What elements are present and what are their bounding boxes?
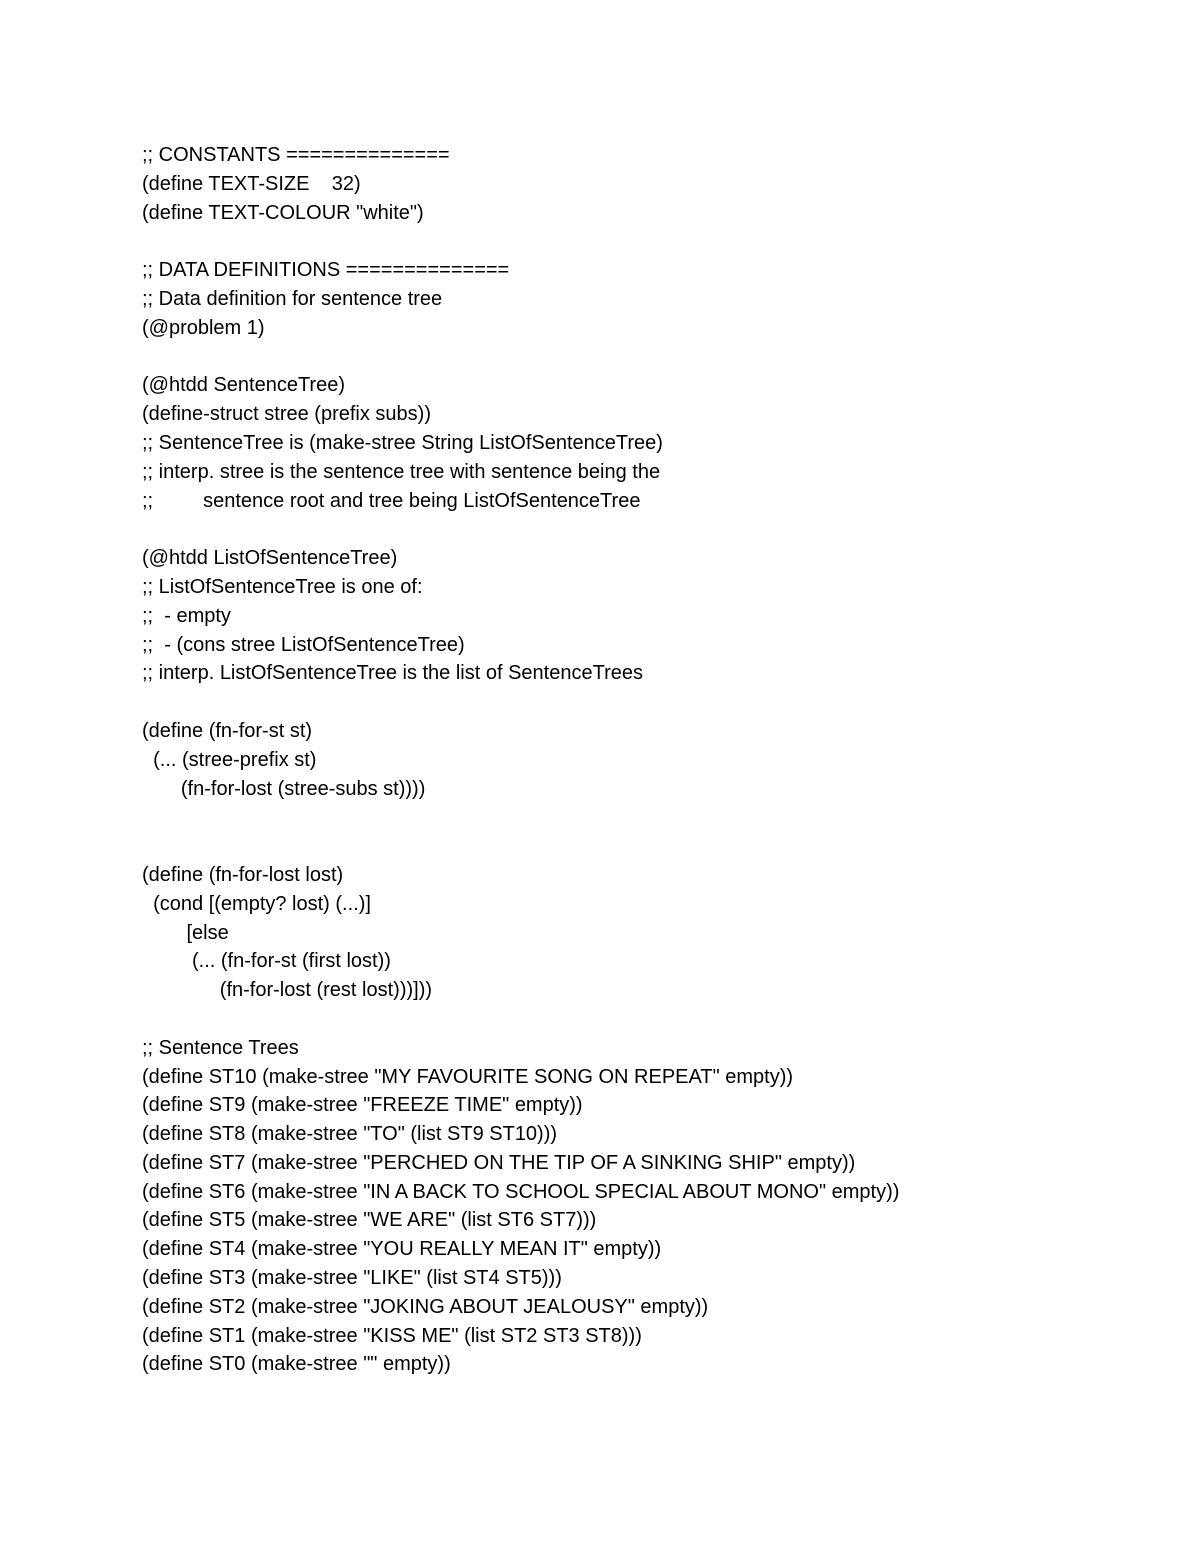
blank-line: [142, 1005, 1142, 1034]
code-line: (define ST3 (make-stree "LIKE" (list ST4 ST5))): [142, 1267, 562, 1290]
blank-line: [142, 343, 1142, 372]
code-line: ;; DATA DEFINITIONS ==============: [142, 259, 510, 282]
code-line: [else: [142, 921, 229, 944]
code-line: (... (fn-for-st (first lost)): [142, 950, 391, 973]
code-listing: [142, 141, 1142, 1379]
code-line: ;; Sentence Trees: [142, 1036, 299, 1059]
code-line: (define-struct stree (prefix subs)): [142, 403, 431, 426]
code-line: (@problem 1): [142, 316, 265, 339]
code-line: (cond [(empty? lost) (...)]: [142, 892, 371, 915]
code-line: (define TEXT-COLOUR "white"): [142, 201, 424, 224]
code-line: ;; - empty: [142, 604, 231, 627]
code-line: ;; - (cons stree ListOfSentenceTree): [142, 633, 465, 656]
blank-line: [142, 227, 1142, 256]
code-line: (@htdd SentenceTree): [142, 374, 345, 397]
code-line: (define ST10 (make-stree "MY FAVOURITE SONG ON REPEAT" empty)): [142, 1065, 794, 1088]
blank-line: [142, 688, 1142, 717]
code-line: (define ST7 (make-stree "PERCHED ON THE TIP OF A SINKING SHIP" empty)): [142, 1151, 856, 1174]
code-line: (fn-for-lost (stree-subs st)))): [142, 777, 426, 800]
code-line: (@htdd ListOfSentenceTree): [142, 547, 398, 570]
code-line: ;; CONSTANTS ==============: [142, 144, 450, 166]
code-line: (define ST8 (make-stree "TO" (list ST9 ST10))): [142, 1123, 558, 1146]
blank-line: [142, 803, 1142, 832]
blank-line: [142, 832, 1142, 861]
code-line: (define ST5 (make-stree "WE ARE" (list ST6 ST7))): [142, 1209, 597, 1232]
code-line: (define ST9 (make-stree "FREEZE TIME" empty)): [142, 1094, 583, 1117]
code-line: (define ST2 (make-stree "JOKING ABOUT JEALOUSY" empty)): [142, 1295, 709, 1318]
code-line: (define TEXT-SIZE 32): [142, 172, 361, 195]
code-line: (define ST0 (make-stree "" empty)): [142, 1353, 451, 1376]
code-line: (define ST4 (make-stree "YOU REALLY MEAN IT" empty)): [142, 1238, 662, 1261]
blank-line: [142, 515, 1142, 544]
code-line: ;; interp. ListOfSentenceTree is the list of SentenceTrees: [142, 662, 643, 685]
code-line: (fn-for-lost (rest lost)))])): [142, 979, 433, 1002]
code-line: (define (fn-for-st st): [142, 719, 313, 742]
code-line: ;; sentence root and tree being ListOfSentenceTree: [142, 489, 641, 512]
code-line: (define ST1 (make-stree "KISS ME" (list ST2 ST3 ST8))): [142, 1324, 642, 1347]
code-line: (define ST6 (make-stree "IN A BACK TO SCHOOL SPECIAL ABOUT MONO" empty)): [142, 1180, 900, 1203]
code-line: ;; interp. stree is the sentence tree with sentence being the: [142, 460, 661, 483]
code-line: ;; SentenceTree is (make-stree String ListOfSentenceTree): [142, 431, 663, 454]
code-line: (define (fn-for-lost lost): [142, 863, 344, 886]
code-line: (... (stree-prefix st): [142, 748, 317, 771]
code-line: ;; ListOfSentenceTree is one of:: [142, 575, 423, 598]
code-line: ;; Data definition for sentence tree: [142, 287, 443, 310]
